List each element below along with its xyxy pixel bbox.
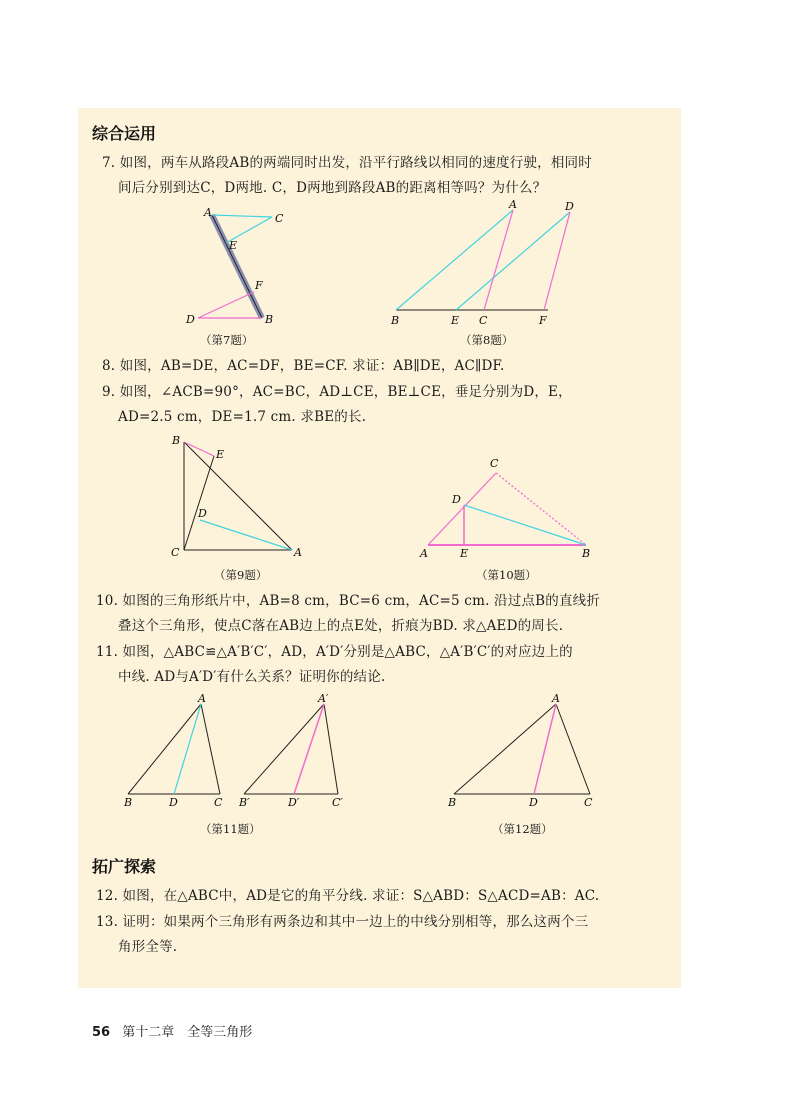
- segment-df: [544, 212, 570, 310]
- figure-9: [168, 432, 308, 562]
- segment-cb: [496, 473, 586, 545]
- segment-ab: [212, 215, 262, 318]
- label-b: B: [448, 796, 457, 809]
- label-c: C: [479, 314, 488, 327]
- label-c: C: [275, 212, 284, 225]
- label-c: C: [214, 796, 223, 809]
- segment-ad: [534, 704, 556, 794]
- segment-ac: [428, 473, 496, 545]
- label-b: B: [391, 314, 400, 327]
- label-f: F: [539, 314, 547, 327]
- label-e: E: [460, 547, 469, 560]
- label-c: C: [584, 796, 593, 809]
- figure-10: [418, 455, 603, 565]
- label-a: A: [198, 692, 206, 705]
- label-d: D: [452, 493, 461, 506]
- label-c: C: [171, 546, 180, 559]
- label-a: A: [509, 198, 517, 211]
- problem-9-line-2: AD=2.5 cm，DE=1.7 cm. 求BE的长.: [118, 409, 367, 425]
- segment-db: [464, 505, 586, 545]
- figure-7: [180, 205, 290, 330]
- section-title-comprehensive: 综合运用: [92, 124, 157, 143]
- caption-figure-7: （第7题）: [200, 333, 254, 347]
- problem-13-line-1: 13. 证明：如果两个三角形有两条边和其中一边上的中线分别相等，那么这两个三: [96, 914, 589, 930]
- label-f: F: [255, 279, 263, 292]
- figure-8: [388, 200, 588, 330]
- label-d: D: [169, 796, 178, 809]
- problem-10-line-1: 10. 如图的三角形纸片中，AB=8 cm，BC=6 cm，AC=5 cm. 沿过点B的直线折: [96, 593, 601, 609]
- label-d: D: [186, 313, 195, 326]
- label-b: B: [582, 547, 591, 560]
- segment-b-prime-a-prime: [244, 704, 324, 794]
- label-a: A: [552, 692, 560, 705]
- label-d: D: [198, 507, 207, 520]
- label-c-prime: C′: [332, 796, 343, 809]
- label-b: B: [172, 434, 181, 447]
- segment-ad: [174, 704, 201, 794]
- segment-ba: [396, 210, 513, 310]
- label-b-prime: B′: [239, 796, 250, 809]
- segment-be: [184, 442, 214, 456]
- chapter-title: 第十二章 全等三角形: [122, 1025, 253, 1040]
- section-title-extension: 拓广探索: [92, 857, 157, 876]
- segment-ed: [456, 212, 570, 310]
- segment-ad: [200, 520, 292, 550]
- caption-figure-12: （第12题）: [492, 822, 553, 836]
- label-d: D: [565, 200, 574, 213]
- label-d: D: [529, 796, 538, 809]
- segment-ba: [128, 704, 201, 794]
- segment-ac: [201, 704, 220, 794]
- segment-ba: [454, 704, 556, 794]
- segment-a-prime-c-prime: [324, 704, 338, 794]
- label-a: A: [294, 546, 302, 559]
- page-number: 56: [92, 1025, 111, 1040]
- caption-figure-11: （第11题）: [200, 822, 261, 836]
- figure-11-right: [236, 692, 356, 812]
- segment-ce: [184, 456, 214, 550]
- page-footer: [92, 1021, 252, 1040]
- figure-12: [444, 692, 604, 812]
- problem-7-line-2: 间后分别到达C，D两地. C，D两地到路段AB的距离相等吗？为什么？: [118, 180, 547, 196]
- label-c: C: [490, 457, 499, 470]
- label-d-prime: D′: [288, 796, 300, 809]
- segment-ac: [484, 210, 513, 310]
- caption-figure-9: （第9题）: [214, 568, 268, 582]
- caption-figure-8: （第8题）: [460, 333, 514, 347]
- segment-a-prime-d-prime: [294, 704, 324, 794]
- problem-12: 12. 如图，在△ABC中，AD是它的角平分线. 求证：S△ABD：S△ACD=AB：AC.: [96, 888, 600, 904]
- problem-9-line-1: 9. 如图，∠ACB=90°，AC=BC，AD⊥CE，BE⊥CE，垂足分别为D，E，: [102, 384, 572, 400]
- problem-13-line-2: 角形全等.: [118, 939, 178, 955]
- label-e: E: [229, 239, 238, 252]
- segment-ac: [212, 215, 272, 217]
- label-a: A: [420, 547, 428, 560]
- label-a-prime: A′: [318, 692, 329, 705]
- problem-8: 8. 如图，AB=DE，AC=DF，BE=CF. 求证：AB∥DE，AC∥DF.: [102, 358, 505, 374]
- problem-7-line-1: 7. 如图，两车从路段AB的两端同时出发，沿平行路线以相同的速度行驶，相同时: [102, 155, 592, 171]
- label-b: B: [124, 796, 133, 809]
- figure-11-left: [118, 692, 233, 812]
- segment-ac: [556, 704, 590, 794]
- label-e: E: [451, 314, 460, 327]
- problem-10-line-2: 叠这个三角形，使点C落在AB边上的点E处，折痕为BD. 求△AED的周长.: [118, 618, 564, 634]
- label-e: E: [216, 448, 225, 461]
- caption-figure-10: （第10题）: [476, 568, 537, 582]
- segment-ba: [184, 442, 292, 550]
- segment-df: [198, 292, 254, 318]
- label-b: B: [265, 313, 274, 326]
- label-a: A: [204, 206, 212, 219]
- problem-11-line-1: 11. 如图，△ABC≌△A′B′C′，AD，A′D′分别是△ABC，△A′B′C′的对应边上的: [96, 644, 573, 660]
- problem-11-line-2: 中线. AD与A′D′有什么关系？证明你的结论.: [118, 669, 386, 685]
